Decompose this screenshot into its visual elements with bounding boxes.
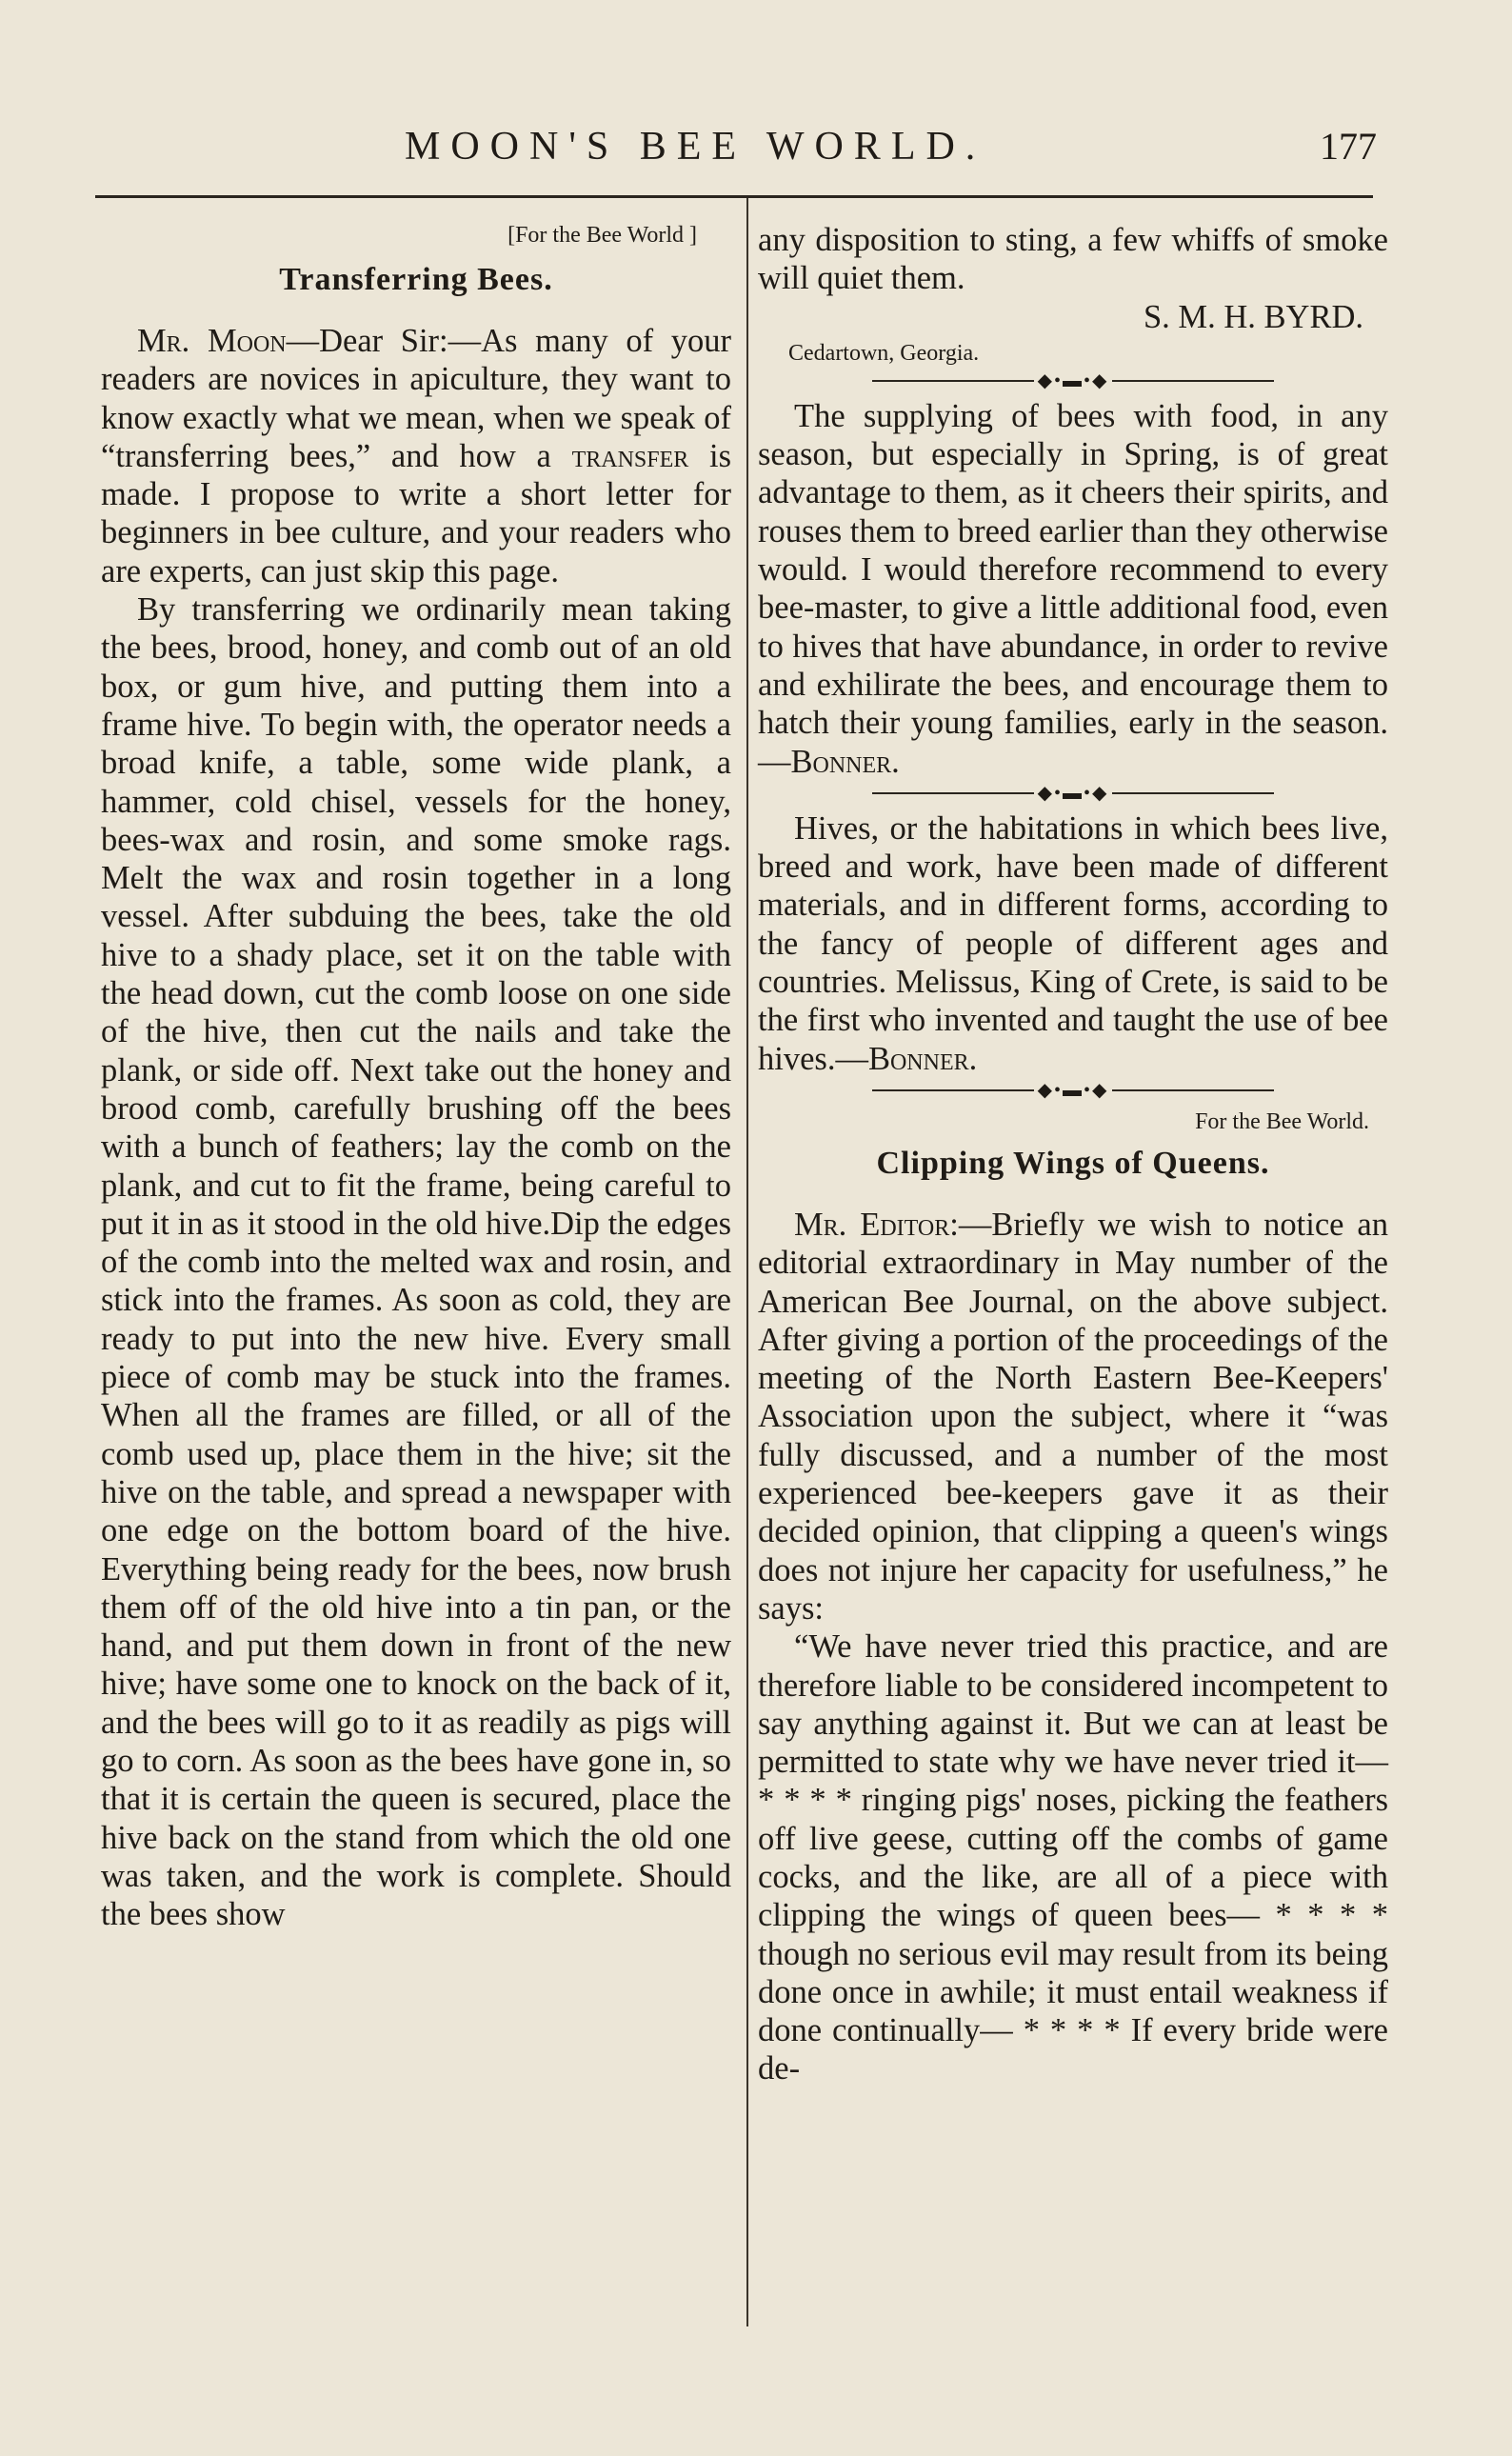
article-author: Bonner. bbox=[867, 1040, 978, 1077]
divider-line bbox=[872, 1089, 1034, 1091]
page-header bbox=[95, 124, 1381, 181]
article-paragraph bbox=[758, 397, 1388, 781]
divider-line bbox=[1112, 380, 1274, 382]
emphasized-word: transfer bbox=[571, 437, 689, 474]
divider-ornament: ◆•▬•◆ bbox=[1037, 369, 1109, 391]
divider-ornament: ◆•▬•◆ bbox=[1037, 782, 1109, 804]
article-paragraph bbox=[758, 809, 1388, 1078]
author-location: Cedartown, Georgia. bbox=[788, 340, 980, 366]
ornamental-divider bbox=[758, 370, 1388, 391]
article-paragraph bbox=[758, 1206, 1388, 1627]
divider-line bbox=[1112, 792, 1274, 794]
article-title: Clipping Wings of Queens. bbox=[876, 1145, 1270, 1181]
ornamental-divider bbox=[758, 1080, 1388, 1101]
divider-line bbox=[872, 792, 1034, 794]
running-title: MOON'S BEE WORLD. bbox=[405, 125, 986, 169]
source-note: For the Bee World. bbox=[1195, 1108, 1369, 1134]
divider-ornament: ◆•▬•◆ bbox=[1037, 1079, 1109, 1101]
page-number: 177 bbox=[1320, 125, 1377, 168]
article-continuation: any disposition to sting, a few whiffs of smoke will quiet them. bbox=[758, 222, 1388, 297]
header-rule bbox=[95, 195, 1373, 198]
article-paragraph: By transferring we ordinarily mean taking the bees, brood, honey, and comb out of an old box, or gum hive, and putting them into a frame hive. To begin with, the operator needs a broad knife, a table, some wide plank, a hammer, cold chisel, vessels for the honey, bees-wax and rosin, and some smoke rags. Melt the wax and rosin together in a long vessel. After subduing the bees, take the old hive to a shady place, set it on the table with the head down, cut the comb loose on one side of the hive, then cut the nails and take the plank, or side off. Next take out the honey and brood comb, carefully brushing off the bees with a bunch of feathers; lay the comb on the plank, and cut to fit the frame, being careful to put it in as it stood in the old hive.Dip the edges of the comb into the melted wax and rosin, and stick into the frames. As soon as cold, they are ready to put into the new hive. Every small piece of comb may be stuck into the frames. When all the frames are filled, or all of the comb used up, place them in the hive; sit the hive on the table, and spread a newspaper with one edge on the bottom board of the hive. Everything being ready for the bees, now brush them off of the old hive into a tin pan, or the hand, and put them down in front of the new hive; have some one to knock on the back of it, and the bees will go to it as readily as pigs will go to corn. As soon as the bees have gone in, so that it is certain the queen is secured, place the hive back on the stand from which the old one was taken, and the work is complete. Should the bees show bbox=[101, 591, 731, 1933]
right-column bbox=[758, 221, 1388, 2088]
paragraph-text: The supplying of bees with food, in any season, but especially in Spring, is of great advantage to them, as it cheers their spirits, and rouses them to breed earlier than they otherwise would. I would therefore recommend to every bee-master, to give a little additional food, even to hives that have abundance, in order to revive and exhilirate the bees, and encourage them to hatch their young families, early in the season.— bbox=[758, 397, 1388, 780]
article-paragraph bbox=[101, 322, 731, 590]
quoted-paragraph: “We have never tried this practice, and are therefore liable to be considered incompetent to say anything against it. But we can at least be permitted to state why we have never tried it— * * * * ringing pigs' noses, picking the feathers off live geese, cutting off the combs of game cocks, and the like, are all of a piece with clipping the wings of queen bees— * * * * though no serious evil may result from its being done once in awhile; it must entail weakness if done continually— * * * * If every bride were de- bbox=[758, 1628, 1388, 2087]
salutation: Mr. Editor bbox=[794, 1206, 950, 1243]
paragraph-text: —Dear Sir:—As many of your readers are novices in apiculture, they want to know exactly what we mean, when we speak of “transferring bees,” and how a bbox=[101, 323, 732, 474]
source-note: [For the Bee World ] bbox=[507, 223, 697, 248]
divider-line bbox=[1112, 1089, 1274, 1091]
ornamental-divider bbox=[758, 783, 1388, 804]
paragraph-text: :—Briefly we wish to notice an editorial extraordinary in May number of the American Bee Journal, on the above subject. After giving a portion of the proceedings of the meeting of the North Eastern Bee-Keepers' Association upon the subject, where it “was fully discussed, and a number of the most experienced bee-keepers gave it as their decided opinion, that clipping a queen's wings does not injure her capacity for usefulness,” he says: bbox=[758, 1206, 1388, 1627]
salutation: Mr. Moon bbox=[137, 323, 287, 359]
paragraph-text: is made. I propose to write a short letter for beginners in bee culture, and your readers who are experts, can just skip this page. bbox=[101, 437, 732, 589]
paragraph-text: Hives, or the habitations in which bees live, breed and work, have been made of different materials, and in different forms, according to the fancy of people of different ages and countries. Melissus, King of Crete, is said to be the first who invented and taught the use of bee hives.— bbox=[758, 809, 1388, 1077]
article-author: Bonner. bbox=[790, 743, 900, 780]
left-column bbox=[101, 221, 731, 1933]
divider-line bbox=[872, 380, 1034, 382]
article-title: Transferring Bees. bbox=[279, 262, 553, 297]
column-divider-rule bbox=[746, 198, 748, 2326]
author-signature: S. M. H. BYRD. bbox=[1143, 298, 1363, 335]
